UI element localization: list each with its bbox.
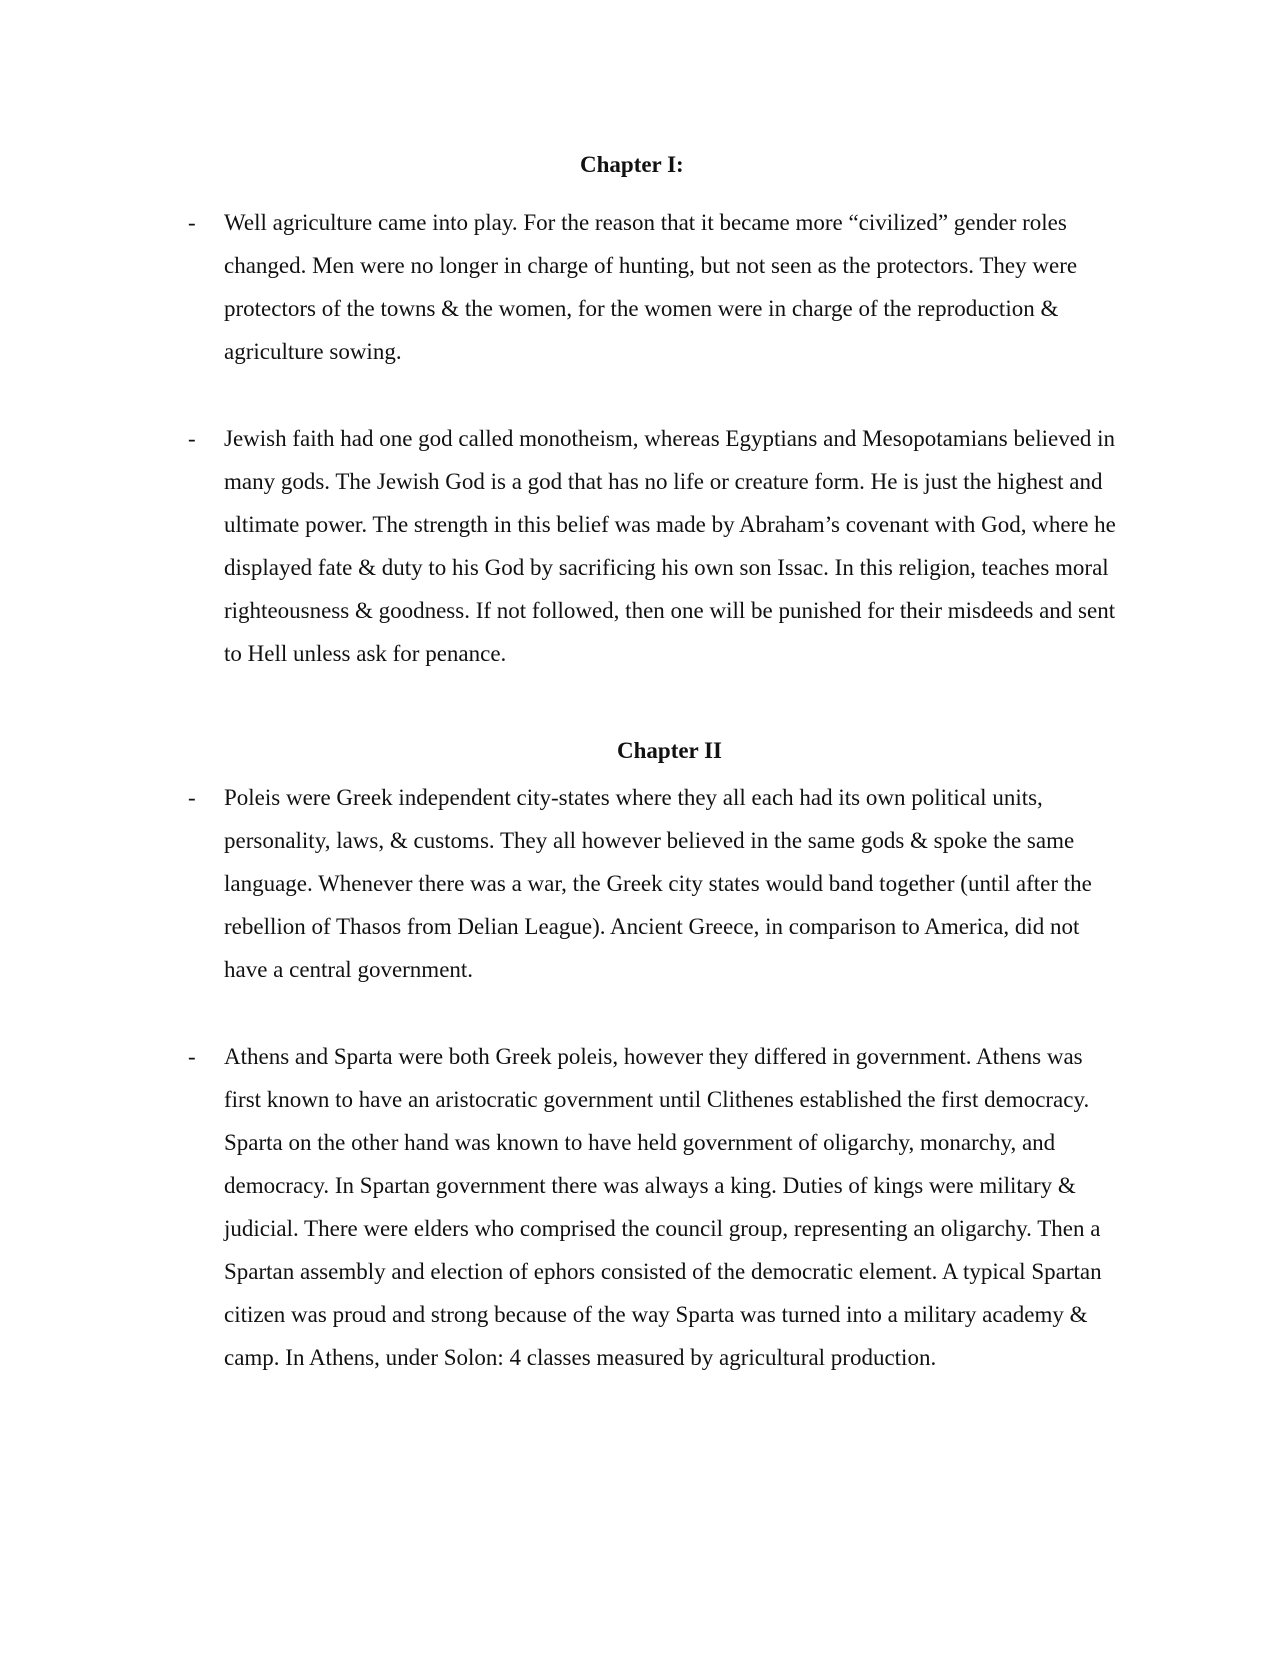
bullet-item [188, 776, 1124, 991]
bullet-text: Well agriculture came into play. For the reason that it became more “civilized” gender roles changed. Men were no longer in charge of hunting, but not seen as the protectors. They were protectors of the towns & the women, for the women were in charge of the reproduction & agriculture sowing. [224, 210, 1078, 364]
bullet-text: Jewish faith had one god called monotheism, whereas Egyptians and Mesopotamians believed in many gods. The Jewish God is a god that has no life or creature form. He is just the highest and ultimate power. The strength in this belief was made by Abraham’s covenant with God, where he displayed fate & duty to his God by sacrificing his own son Issac. In this religion, teaches moral righteousness & goodness. If not followed, then one will be punished for their misdeeds and sent to Hell unless ask for penance. [224, 426, 1116, 666]
chapter-heading: Chapter I: [580, 152, 684, 177]
bullet-dash: - [188, 210, 196, 235]
bullet-item [188, 201, 1124, 373]
bullet-text: Poleis were Greek independent city-states where they all each had its own political units, personality, laws, & customs. They all however believed in the same gods & spoke the same language. Whenever there was a war, the Greek city states would band together (until after the rebellion of Thasos from Delian League). Ancient Greece, in comparison to America, did not have a central government. [224, 785, 1092, 982]
bullet-item [188, 1035, 1124, 1379]
bullet-item [188, 417, 1124, 675]
bullet-dash: - [188, 426, 196, 451]
chapter-heading: Chapter II [617, 738, 723, 763]
bullet-dash: - [188, 1044, 196, 1069]
bullet-text: Athens and Sparta were both Greek poleis, however they differed in government. Athens was first known to have an aristocratic government until Clithenes established the first democracy. Sparta on the other hand was known to have held government of oligarchy, monarchy, and democracy. In Spartan government there was always a king. Duties of kings were military & judicial. There were elders who comprised the council group, representing an oligarchy. Then a Spartan assembly and election of ephors consisted of the democratic element. A typical Spartan citizen was proud and strong because of the way Sparta was turned into a military academy & camp. In Athens, under Solon: 4 classes measured by agricultural production. [224, 1044, 1102, 1370]
bullet-dash: - [188, 785, 196, 810]
